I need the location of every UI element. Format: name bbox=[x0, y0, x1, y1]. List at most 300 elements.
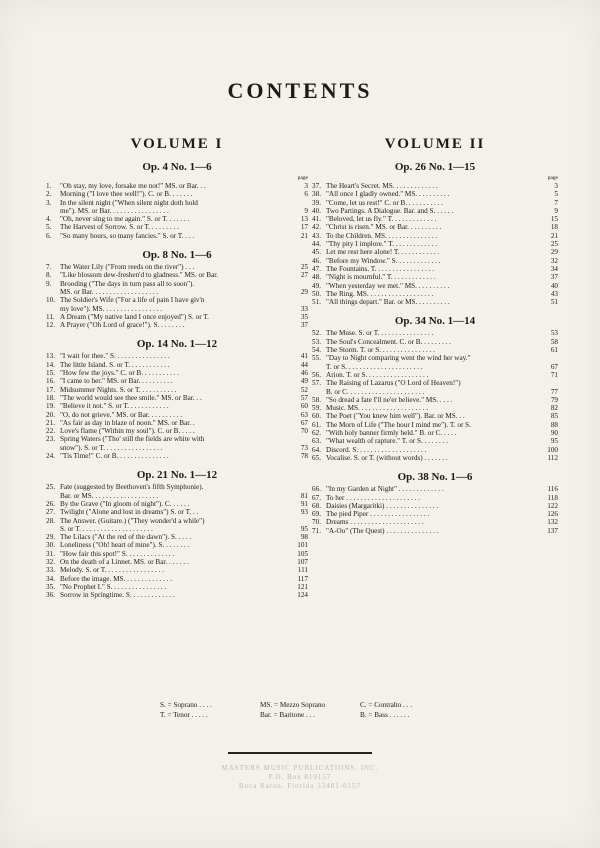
song-page: 82 bbox=[550, 404, 558, 413]
song-entry bbox=[312, 290, 558, 298]
song-number: 10. bbox=[46, 296, 55, 305]
song-entry bbox=[312, 446, 558, 454]
song-number: 17. bbox=[46, 385, 55, 394]
song-page: 81 bbox=[300, 491, 308, 500]
song-entry bbox=[46, 435, 308, 443]
song-page: 15 bbox=[550, 215, 558, 224]
opus-section bbox=[46, 469, 308, 599]
song-entry bbox=[312, 215, 558, 223]
song-title: Before the image. MS. . . . . . . . . . . . . . bbox=[60, 574, 172, 583]
song-number: 32. bbox=[46, 557, 55, 566]
song-entry bbox=[46, 386, 308, 394]
song-page: 37 bbox=[300, 321, 308, 330]
opus-section bbox=[312, 161, 558, 306]
song-page: 3 bbox=[304, 182, 308, 190]
song-page: 57 bbox=[300, 393, 308, 402]
song-number: 55. bbox=[312, 354, 321, 363]
song-entry bbox=[312, 429, 558, 437]
song-entry bbox=[312, 338, 558, 346]
song-number: 38. bbox=[312, 190, 321, 199]
song-page: 9 bbox=[304, 206, 308, 215]
song-title: "In my Garden at Night" . . . . . . . . . . . . . bbox=[326, 485, 444, 494]
song-entry bbox=[46, 575, 308, 583]
song-number: 64. bbox=[312, 445, 321, 454]
song-title: MS. or Bar. . . . . . . . . . . . . . . . . . . bbox=[60, 287, 159, 296]
publisher-name: MASTERS MUSIC PUBLICATIONS, INC. bbox=[221, 764, 379, 772]
song-entry bbox=[312, 240, 558, 248]
song-page: 70 bbox=[300, 427, 308, 436]
song-page: 137 bbox=[547, 526, 558, 535]
song-entry bbox=[46, 305, 308, 313]
song-number: 58. bbox=[312, 395, 321, 404]
song-entry bbox=[312, 223, 558, 231]
song-page: 29 bbox=[550, 248, 558, 257]
song-page: 53 bbox=[550, 329, 558, 338]
song-entry bbox=[46, 377, 308, 385]
song-title: "Come, let us rest!" C. or B. . . . . . . . . . . bbox=[326, 198, 444, 207]
song-title: "I came to her." MS. or Bar. . . . . . . . . . bbox=[60, 377, 173, 386]
footer-rule bbox=[228, 752, 372, 754]
song-entry bbox=[46, 508, 308, 516]
song-page: 43 bbox=[550, 289, 558, 298]
song-number: 54. bbox=[312, 346, 321, 355]
song-title: "All once I gladly owned." MS. . . . . . . . . . bbox=[326, 190, 450, 199]
song-entry bbox=[46, 483, 308, 491]
song-number: 23. bbox=[46, 435, 55, 444]
song-number: 19. bbox=[46, 402, 55, 411]
song-page: 116 bbox=[547, 485, 558, 494]
song-entry bbox=[46, 369, 308, 377]
song-page: 25 bbox=[300, 263, 308, 272]
song-page: 21 bbox=[300, 231, 308, 240]
song-page: 9 bbox=[554, 206, 558, 215]
song-entry bbox=[312, 257, 558, 265]
song-entry bbox=[46, 533, 308, 541]
song-entry bbox=[312, 346, 558, 354]
song-number: 20. bbox=[46, 410, 55, 419]
volume-2-column bbox=[312, 136, 558, 544]
song-title: Sorrow in Springtime. S. . . . . . . . . . . . . bbox=[60, 591, 175, 600]
opus-section bbox=[312, 315, 558, 462]
song-page: 122 bbox=[547, 501, 558, 510]
song-title: "With holy banner firmly held." B. or C. . . . . bbox=[326, 429, 457, 438]
song-title: "Night is mournful." T. . . . . . . . . . . . . bbox=[326, 273, 436, 282]
song-page: 29 bbox=[300, 287, 308, 296]
song-number: 41. bbox=[312, 215, 321, 224]
song-page: 18 bbox=[550, 223, 558, 232]
song-title: Vocalise. S. or T. (without words) . . . . . . . bbox=[326, 453, 448, 462]
song-title: The Lilacs ("At the red of the dawn"). S. . . . . bbox=[60, 533, 192, 542]
song-title: The Poet ("You knew him well"). Bar. or MS. . . bbox=[326, 412, 465, 421]
song-number: 70. bbox=[312, 518, 321, 527]
song-entry bbox=[312, 510, 558, 518]
song-title: A Dream ("My native land I once enjoyed") S. or T. bbox=[60, 312, 209, 321]
song-number: 25. bbox=[46, 483, 55, 492]
publisher-imprint bbox=[180, 764, 420, 791]
song-number: 34. bbox=[46, 574, 55, 583]
song-entry bbox=[46, 525, 308, 533]
song-page: 60 bbox=[300, 402, 308, 411]
song-number: 24. bbox=[46, 452, 55, 461]
song-number: 50. bbox=[312, 289, 321, 298]
song-title: The Ring. MS. . . . . . . . . . . . . . . . . . . bbox=[326, 289, 434, 298]
song-number: 18. bbox=[46, 393, 55, 402]
song-entry bbox=[46, 313, 308, 321]
song-title: The Soldier's Wife ("For a life of pain I have giv'n bbox=[60, 296, 205, 305]
song-number: 43. bbox=[312, 231, 321, 240]
song-page: 52 bbox=[300, 385, 308, 394]
song-page: 105 bbox=[297, 549, 308, 558]
song-title: "Oh stay, my love, forsake me not!" MS. or Bar. . . bbox=[60, 182, 206, 190]
song-entry bbox=[46, 492, 308, 500]
song-entry bbox=[46, 263, 308, 271]
song-title: Morning ("I love thee well!"). C. or B. . . . . . . bbox=[60, 190, 193, 199]
song-entry bbox=[312, 354, 558, 362]
song-entry bbox=[312, 232, 558, 240]
song-title: Twilight ("Alone and lost in dreams") S. or T. . . bbox=[60, 508, 199, 517]
opus-section bbox=[46, 338, 308, 460]
song-entry bbox=[312, 454, 558, 462]
song-title: "A-Oo" (The Quest) . . . . . . . . . . . . . . . bbox=[326, 526, 439, 535]
song-page: 3 bbox=[554, 182, 558, 190]
song-page: 67 bbox=[300, 418, 308, 427]
song-entry bbox=[312, 485, 558, 493]
song-entry bbox=[46, 352, 308, 360]
song-entry bbox=[312, 379, 558, 387]
song-page: 101 bbox=[297, 541, 308, 550]
song-page: 33 bbox=[300, 304, 308, 313]
song-page: 67 bbox=[550, 362, 558, 371]
song-page: 88 bbox=[550, 420, 558, 429]
song-number: 48. bbox=[312, 273, 321, 282]
legend-baritone: Bar. = Baritone . . . bbox=[260, 711, 315, 719]
song-title: "Christ is risen." MS. or Bar. . . . . . . . . . bbox=[326, 223, 442, 232]
song-title: "No Prophet I." S. . . . . . . . . . . . . . . . bbox=[60, 582, 167, 591]
song-entry bbox=[46, 271, 308, 279]
legend-soprano: S. = Soprano . . . . bbox=[160, 701, 212, 709]
song-number: 65. bbox=[312, 453, 321, 462]
song-number: 7. bbox=[46, 263, 52, 272]
song-entry bbox=[312, 363, 558, 371]
publisher-address: P.O. Box 810157 bbox=[268, 773, 332, 781]
song-page: 85 bbox=[550, 412, 558, 421]
song-page: 78 bbox=[300, 452, 308, 461]
song-entry bbox=[46, 182, 308, 190]
publisher-city: Boca Raton, Florida 33481-0157 bbox=[238, 782, 362, 790]
song-entry bbox=[312, 199, 558, 207]
song-entry bbox=[312, 396, 558, 404]
song-title: Bar. or MS. . . . . . . . . . . . . . . . . . . bbox=[60, 491, 159, 500]
song-page: 63 bbox=[300, 410, 308, 419]
song-number: 69. bbox=[312, 510, 321, 519]
song-title: The Harvest of Sorrow. S. or T. . . . . . . . . bbox=[60, 223, 179, 232]
song-title: my love"). MS. . . . . . . . . . . . . . . . . bbox=[60, 304, 162, 313]
song-title: Music. MS. . . . . . . . . . . . . . . . . . . . bbox=[326, 404, 429, 413]
song-number: 8. bbox=[46, 271, 52, 280]
song-title: In the silent night ("When silent night doth hold bbox=[60, 198, 198, 207]
song-title: On the death of a Linnet. MS. or Bar. . . . . . . bbox=[60, 557, 189, 566]
song-title: Discord. S. . . . . . . . . . . . . . . . . . . . bbox=[326, 445, 427, 454]
song-page: 25 bbox=[550, 240, 558, 249]
opus-section bbox=[46, 161, 308, 240]
song-entry bbox=[46, 232, 308, 240]
song-page: 51 bbox=[550, 298, 558, 307]
song-number: 56. bbox=[312, 370, 321, 379]
opus-heading: Op. 8 No. 1—6 bbox=[142, 249, 212, 262]
song-page: 17 bbox=[300, 223, 308, 232]
song-page: 58 bbox=[550, 337, 558, 346]
song-entry bbox=[46, 280, 308, 288]
song-entry bbox=[46, 541, 308, 549]
song-entry bbox=[312, 298, 558, 306]
song-entry bbox=[312, 190, 558, 198]
song-title: Brooding ("The days in turn pass all to soon"). bbox=[60, 279, 195, 288]
song-number: 14. bbox=[46, 360, 55, 369]
song-title: "All things depart." Bar. or MS. . . . . . . . . . bbox=[326, 298, 450, 307]
song-number: 9. bbox=[46, 279, 52, 288]
song-title: "O, do not grieve." MS. or Bar. . . . . . . . . . bbox=[60, 410, 183, 419]
opus-section bbox=[312, 471, 558, 535]
legend-mezzo-soprano: MS. = Mezzo Soprano bbox=[260, 701, 326, 709]
opus-heading: Op. 4 No. 1—6 bbox=[142, 161, 212, 173]
song-page: 132 bbox=[547, 518, 558, 527]
song-number: 11. bbox=[46, 312, 55, 321]
song-title: "When yesterday we met." MS. . . . . . . . . . bbox=[326, 281, 450, 290]
song-number: 3. bbox=[46, 198, 52, 207]
song-title: "Tis Time!" C. or B. . . . . . . . . . . . . . . bbox=[60, 452, 169, 461]
song-entry bbox=[312, 527, 558, 535]
legend-contralto: C. = Contralto . . . bbox=[360, 701, 413, 709]
opus-section bbox=[46, 249, 308, 329]
song-entry bbox=[312, 207, 558, 215]
song-title: The little Island. S. or T. . . . . . . . . . . . bbox=[60, 360, 170, 369]
song-page: 90 bbox=[550, 429, 558, 438]
song-number: 4. bbox=[46, 215, 52, 224]
song-number: 40. bbox=[312, 206, 321, 215]
song-number: 27. bbox=[46, 508, 55, 517]
song-page: 100 bbox=[547, 445, 558, 454]
song-title: The Muse. S. or T. . . . . . . . . . . . . . . . bbox=[326, 329, 434, 338]
song-number: 6. bbox=[46, 231, 52, 240]
song-entry bbox=[312, 412, 558, 420]
song-entry bbox=[46, 215, 308, 223]
song-entry bbox=[46, 517, 308, 525]
song-page: 21 bbox=[550, 231, 558, 240]
page-column-label: page bbox=[547, 175, 558, 181]
song-title: "Believe it not." S. or T. . . . . . . . . . . . bbox=[60, 402, 169, 411]
song-title: Let me rest here alone! T. . . . . . . . . . . . bbox=[326, 248, 440, 257]
song-number: 60. bbox=[312, 412, 321, 421]
song-title: The Fountains. T. . . . . . . . . . . . . . . . . bbox=[326, 264, 434, 273]
opus-heading: Op. 21 No. 1—12 bbox=[136, 469, 218, 482]
song-number: 42. bbox=[312, 223, 321, 232]
song-entry bbox=[312, 404, 558, 412]
song-number: 5. bbox=[46, 223, 52, 232]
song-entry bbox=[46, 199, 308, 207]
song-title: Loneliness ("Oh! heart of mine"). S. . . . . . . . bbox=[60, 541, 190, 550]
song-number: 62. bbox=[312, 429, 321, 438]
song-title: Spring Waters ("Tho' still the fields are white with bbox=[60, 435, 205, 444]
song-title: Love's flame ("Within my soul"). C. or B. . . . . bbox=[60, 427, 195, 436]
song-number: 33. bbox=[46, 566, 55, 575]
song-number: 44. bbox=[312, 240, 321, 249]
song-page: 91 bbox=[300, 499, 308, 508]
opus-heading: Op. 34 No. 1—14 bbox=[394, 315, 476, 328]
page-title: CONTENTS bbox=[227, 78, 373, 103]
song-number: 21. bbox=[46, 418, 55, 427]
song-page: 121 bbox=[297, 582, 308, 591]
song-page: 35 bbox=[300, 312, 308, 321]
song-title: "What wealth of rapture." T. or S. . . . . . . . bbox=[326, 437, 448, 446]
song-entry bbox=[46, 452, 308, 460]
song-title: The Morn of Life ("The hour I mind me"). T. or S. bbox=[326, 420, 471, 429]
song-page: 118 bbox=[547, 493, 558, 502]
song-page: 93 bbox=[300, 508, 308, 517]
song-number: 35. bbox=[46, 582, 55, 591]
song-title: Midsummer Nights. S. or T. . . . . . . . . . . bbox=[60, 385, 177, 394]
song-number: 71. bbox=[312, 526, 321, 535]
song-page: 49 bbox=[300, 377, 308, 386]
song-number: 52. bbox=[312, 329, 321, 338]
song-title: "Thy pity I implore." T. . . . . . . . . . . . . bbox=[326, 240, 438, 249]
song-number: 53. bbox=[312, 337, 321, 346]
song-entry bbox=[46, 591, 308, 599]
song-entry bbox=[312, 388, 558, 396]
legend-bass: B. = Bass . . . . . . bbox=[360, 711, 410, 719]
song-number: 68. bbox=[312, 501, 321, 510]
legend-row bbox=[160, 700, 460, 710]
opus-heading: Op. 38 No. 1—6 bbox=[397, 471, 473, 484]
song-title: B. or C. . . . . . . . . . . . . . . . . . . . . . bbox=[326, 387, 425, 396]
song-title: "The world would see thee smile." MS. or Bar. . . bbox=[60, 393, 202, 402]
song-page: 73 bbox=[300, 443, 308, 452]
song-entry bbox=[312, 371, 558, 379]
song-entry bbox=[46, 402, 308, 410]
song-title: "Beloved, let us fly." T. . . . . . . . . . . . . bbox=[326, 215, 437, 224]
song-number: 12. bbox=[46, 321, 55, 330]
song-title: me"). MS. or Bar. . . . . . . . . . . . . . . . . bbox=[60, 206, 169, 215]
song-entry bbox=[46, 411, 308, 419]
song-entry bbox=[46, 321, 308, 329]
song-entry bbox=[312, 273, 558, 281]
song-entry bbox=[46, 190, 308, 198]
song-title: Melody. S. or T. . . . . . . . . . . . . . . . . bbox=[60, 566, 164, 575]
song-page: 98 bbox=[300, 533, 308, 542]
song-title: S. or T. . . . . . . . . . . . . . . . . . . . . bbox=[60, 524, 153, 533]
song-title: The pied Piper . . . . . . . . . . . . . . . . . bbox=[326, 510, 430, 519]
song-number: 16. bbox=[46, 377, 55, 386]
song-title: "How fair this spot!" S. . . . . . . . . . . . . . bbox=[60, 549, 175, 558]
song-entry bbox=[46, 419, 308, 427]
song-title: snow"). S. or T. . . . . . . . . . . . . . . . . bbox=[60, 443, 163, 452]
song-number: 63. bbox=[312, 437, 321, 446]
song-page: 27 bbox=[300, 271, 308, 280]
volume-1-column bbox=[46, 136, 308, 608]
opus-heading: Op. 14 No. 1—12 bbox=[136, 338, 218, 351]
song-title: To her . . . . . . . . . . . . . . . . . . . . . bbox=[326, 493, 420, 502]
song-title: "How few the joys." C. or B. . . . . . . . . . . bbox=[60, 369, 180, 378]
song-page: 107 bbox=[297, 557, 308, 566]
song-entry bbox=[312, 265, 558, 273]
song-page: 77 bbox=[550, 387, 558, 396]
song-number: 45. bbox=[312, 248, 321, 257]
song-number: 36. bbox=[46, 591, 55, 600]
song-page: 95 bbox=[300, 524, 308, 533]
song-page: 44 bbox=[300, 360, 308, 369]
song-entry bbox=[46, 583, 308, 591]
song-title: "So many hours, so many fancies." S. or T. . . . bbox=[60, 231, 195, 240]
opus-heading: Op. 26 No. 1—15 bbox=[394, 161, 476, 173]
song-title: A Prayer ("Oh Lord of grace!"). S. . . . . . . . bbox=[60, 321, 185, 330]
song-page: 112 bbox=[547, 453, 558, 462]
song-title: "Before my Window." S. . . . . . . . . . . . . bbox=[326, 256, 441, 265]
song-page: 37 bbox=[550, 273, 558, 282]
song-page: 40 bbox=[550, 281, 558, 290]
song-title: The Raising of Lazarus ("O Lord of Heaven!") bbox=[326, 379, 461, 388]
song-number: 30. bbox=[46, 541, 55, 550]
song-title: Daisies (Margaritki) . . . . . . . . . . . . . . . bbox=[326, 501, 439, 510]
song-number: 39. bbox=[312, 198, 321, 207]
song-title: The Soul's Concealment. C. or B. . . . . . . . . bbox=[326, 337, 452, 346]
song-number: 15. bbox=[46, 369, 55, 378]
song-number: 26. bbox=[46, 499, 55, 508]
song-title: "As fair as day in blaze of noon." MS. or Bar. . bbox=[60, 418, 195, 427]
voice-legend bbox=[160, 700, 460, 720]
song-entry bbox=[46, 427, 308, 435]
song-number: 29. bbox=[46, 533, 55, 542]
legend-tenor: T. = Tenor . . . . . bbox=[160, 711, 208, 719]
song-title: The Storm. T. or S. . . . . . . . . . . . . . . . bbox=[326, 346, 435, 355]
song-page: 41 bbox=[300, 352, 308, 361]
song-title: "Like blossom dew-freshen'd to gladness." MS. or Bar. bbox=[60, 271, 219, 280]
song-number: 47. bbox=[312, 264, 321, 273]
song-entry bbox=[46, 223, 308, 231]
song-page: 95 bbox=[550, 437, 558, 446]
song-number: 51. bbox=[312, 298, 321, 307]
song-entry bbox=[46, 394, 308, 402]
song-entry bbox=[312, 502, 558, 510]
song-page: 124 bbox=[297, 591, 308, 600]
song-page: 126 bbox=[547, 510, 558, 519]
song-number: 61. bbox=[312, 420, 321, 429]
song-page: 117 bbox=[297, 574, 308, 583]
song-entry bbox=[312, 282, 558, 290]
song-page: 32 bbox=[550, 256, 558, 265]
song-page: 111 bbox=[297, 566, 308, 575]
song-title: Arion. T. or S. . . . . . . . . . . . . . . . . . bbox=[326, 370, 429, 379]
song-title: Two Partings. A Dialogue. Bar. and S. . . . . . bbox=[326, 206, 454, 215]
song-number: 59. bbox=[312, 404, 321, 413]
song-entry bbox=[46, 566, 308, 574]
song-title: The Answer. (Guitare.) ("They wonder'd a while") bbox=[60, 516, 205, 525]
song-title: "Oh, never sing to me again." S. or T. . . . . . . bbox=[60, 215, 190, 224]
song-page: 61 bbox=[550, 346, 558, 355]
song-title: The Water Lily ("From reeds on the river") . . . bbox=[60, 263, 195, 272]
song-number: 57. bbox=[312, 379, 321, 388]
song-number: 66. bbox=[312, 485, 321, 494]
song-entry bbox=[46, 361, 308, 369]
volume-1-sections bbox=[46, 161, 308, 599]
volume-2-heading: VOLUME II bbox=[384, 136, 486, 152]
song-entry bbox=[312, 421, 558, 429]
song-number: 31. bbox=[46, 549, 55, 558]
song-page: 46 bbox=[300, 369, 308, 378]
song-page: 34 bbox=[550, 264, 558, 273]
song-entry bbox=[46, 296, 308, 304]
song-number: 1. bbox=[46, 182, 52, 190]
song-entry bbox=[312, 437, 558, 445]
song-title: "I wait for thee." S. . . . . . . . . . . . . . . . bbox=[60, 352, 170, 361]
